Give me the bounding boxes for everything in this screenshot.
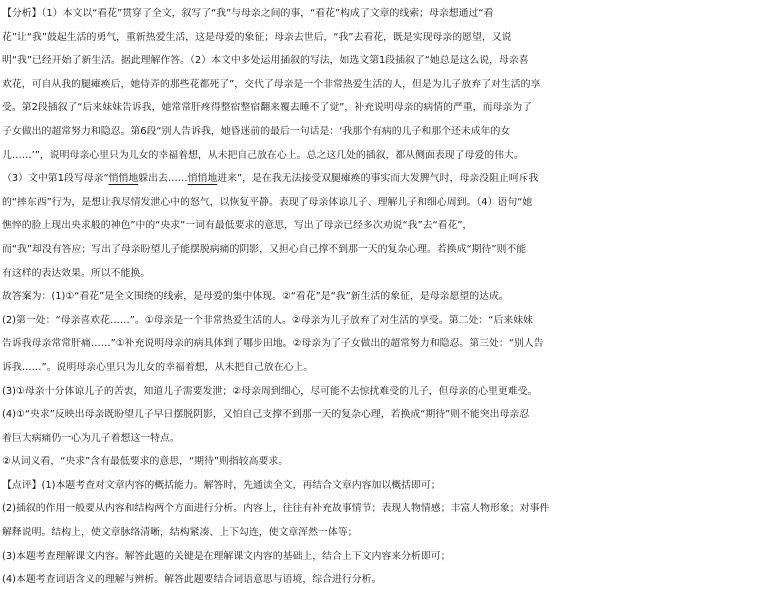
text-line xyxy=(2,285,776,309)
text-segment: (2)第一处：“母亲喜欢花……”。①母亲是一个非常热爱生活的人。②母亲为儿子放弃了对生活的享受。第二处：“后来妹妹 xyxy=(2,314,533,326)
text-line xyxy=(2,450,776,474)
text-segment: （3）文中第1段写母亲“ xyxy=(2,173,109,185)
text-segment: 的“摔东西”行为，是想让我尽情发泄心中的怒气，以恢复平静。表现了母亲体谅儿子、理解儿子和细心周到。（4）语句“她 xyxy=(2,196,533,208)
text-line xyxy=(2,214,776,238)
text-segment: (4)本题考查词语含义的理解与辨析。解答此题要结合词语意思与语境，综合进行分析。 xyxy=(2,574,382,586)
text-line xyxy=(2,403,776,427)
text-segment: (2)插叙的作用一般要从内容和结构两个方面进行分析。内容上，往往有补充故事情节；表现人物情感；丰富人物形象；对事件 xyxy=(2,503,550,515)
text-line xyxy=(2,49,776,73)
text-line xyxy=(2,26,776,50)
text-segment: 有这样的表达效果。所以不能换。 xyxy=(2,267,151,279)
text-line xyxy=(2,309,776,333)
text-segment: 受。第2段插叙了“后来妹妹告诉我，她常常肝疼得整宿整宿翻来覆去睡不了觉”，补充说明母亲的病情的严重，而母亲为了 xyxy=(2,102,533,114)
text-segment: 故答案为：(1)①“看花”是全文围绕的线索，是母爱的集中体现。②“看花”是“我”新生活的象征，是母亲愿望的达成。 xyxy=(2,291,509,303)
text-segment: 欢花，可自从我的腿瘫痪后，她侍弄的那些花都死了”，交代了母亲是一个非常热爱生活的人，但是为儿子放弃了对生活的享 xyxy=(2,78,541,90)
text-line xyxy=(2,521,776,545)
text-line xyxy=(2,120,776,144)
text-segment: 儿……’”，说明母亲心里只为儿女的幸福着想，从未把自己放在心上。总之这几处的插叙，都从侧面表现了母爱的伟大。 xyxy=(2,149,524,161)
text-line xyxy=(2,96,776,120)
text-line xyxy=(2,2,776,26)
text-segment: 憔悴的脸上现出央求般的神色”中的“央求”一词有最低要求的意思，写出了母亲已经多次劝说“我”去“看花”， xyxy=(2,220,473,232)
underlined-text: 悄悄地 xyxy=(108,173,139,185)
text-line xyxy=(2,568,776,592)
text-line xyxy=(2,545,776,569)
text-line xyxy=(2,356,776,380)
text-segment: 子女做出的超常努力和隐忍。第6段“别人告诉我，她昏迷前的最后一句话是：‘我那个有病的儿子和那个还未成年的女 xyxy=(2,125,511,137)
text-segment: 花”让“我”鼓起生活的勇气，重新热爱生活，这是母爱的象征；母亲去世后，“我”去看花，既是实现母亲的愿望，又说 xyxy=(2,31,512,43)
text-segment: (4)①“央求”反映出母亲既盼望儿子早日摆脱阴影，又怕自己支撑不到那一天的复杂心理，若换成“期待”则不能突出母亲忍 xyxy=(2,409,530,421)
text-segment: 【分析】（1）本文以“看花”贯穿了全文，叙写了“我”与母亲之间的事，“看花”构成了文章的线索；母亲想通过“看 xyxy=(2,8,494,19)
text-line xyxy=(2,380,776,404)
text-line xyxy=(2,497,776,521)
text-segment: 解释说明。结构上，使文章脉络清晰，结构紧凑、上下勾连，使文章浑然一体等； xyxy=(2,527,358,539)
text-segment: 而“我”却没有答应；写出了母亲盼望儿子能摆脱病痛的阴影，又担心自己撑不到那一天的复杂心理。若换成“期待”则不能 xyxy=(2,243,527,255)
text-line xyxy=(2,474,776,498)
text-line xyxy=(2,191,776,215)
text-segment: 着巨大病痛仍一心为儿子着想这一特点。 xyxy=(2,432,180,444)
text-segment: 【点评】(1)本题考查对文章内容的概括能力。解答时，先通读全文，再结合文章内容加以概括即可； xyxy=(2,479,441,491)
text-segment: (3)本题考查理解课文内容。解答此题的关键是在理解课文内容的基础上，结合上下文内容来分析即可； xyxy=(2,550,451,562)
underlined-text: 悄悄地 xyxy=(187,173,218,185)
text-segment: (3)①母亲十分体谅儿子的苦衷，知道儿子需要发泄；②母亲周到细心，尽可能不去惊扰难受的儿子，但母亲的心里更难受。 xyxy=(2,385,538,397)
text-segment: 明“我”已经开始了新生活。据此理解作答。（2）本文中多处运用插叙的写法，如选文第1段插叙了“她总是这么说，母亲喜 xyxy=(2,55,529,67)
text-line xyxy=(2,144,776,168)
text-segment: ②从词义看，“央求”含有最低要求的意思，“期待”则指较高要求。 xyxy=(2,456,289,468)
text-line xyxy=(2,73,776,97)
text-line xyxy=(2,332,776,356)
text-segment: 进来”，是在我无法接受双腿瘫痪的事实而大发脾气时，母亲没阻止呵斥我 xyxy=(217,173,539,185)
text-line xyxy=(2,238,776,262)
text-segment: 躲出去…… xyxy=(138,173,188,185)
text-line xyxy=(2,262,776,286)
text-segment: 诉我……”。说明母亲心里只为儿女的幸福着想，从未把自己放在心上。 xyxy=(2,361,314,373)
text-line xyxy=(2,167,776,191)
solution-document xyxy=(0,2,776,592)
text-line xyxy=(2,427,776,451)
text-segment: 告诉我母亲常常肝痛……”①补充说明母亲的病具体到了哪步田地。②母亲为了子女做出的超常努力和隐忍。第三处：“别人告 xyxy=(2,338,544,350)
